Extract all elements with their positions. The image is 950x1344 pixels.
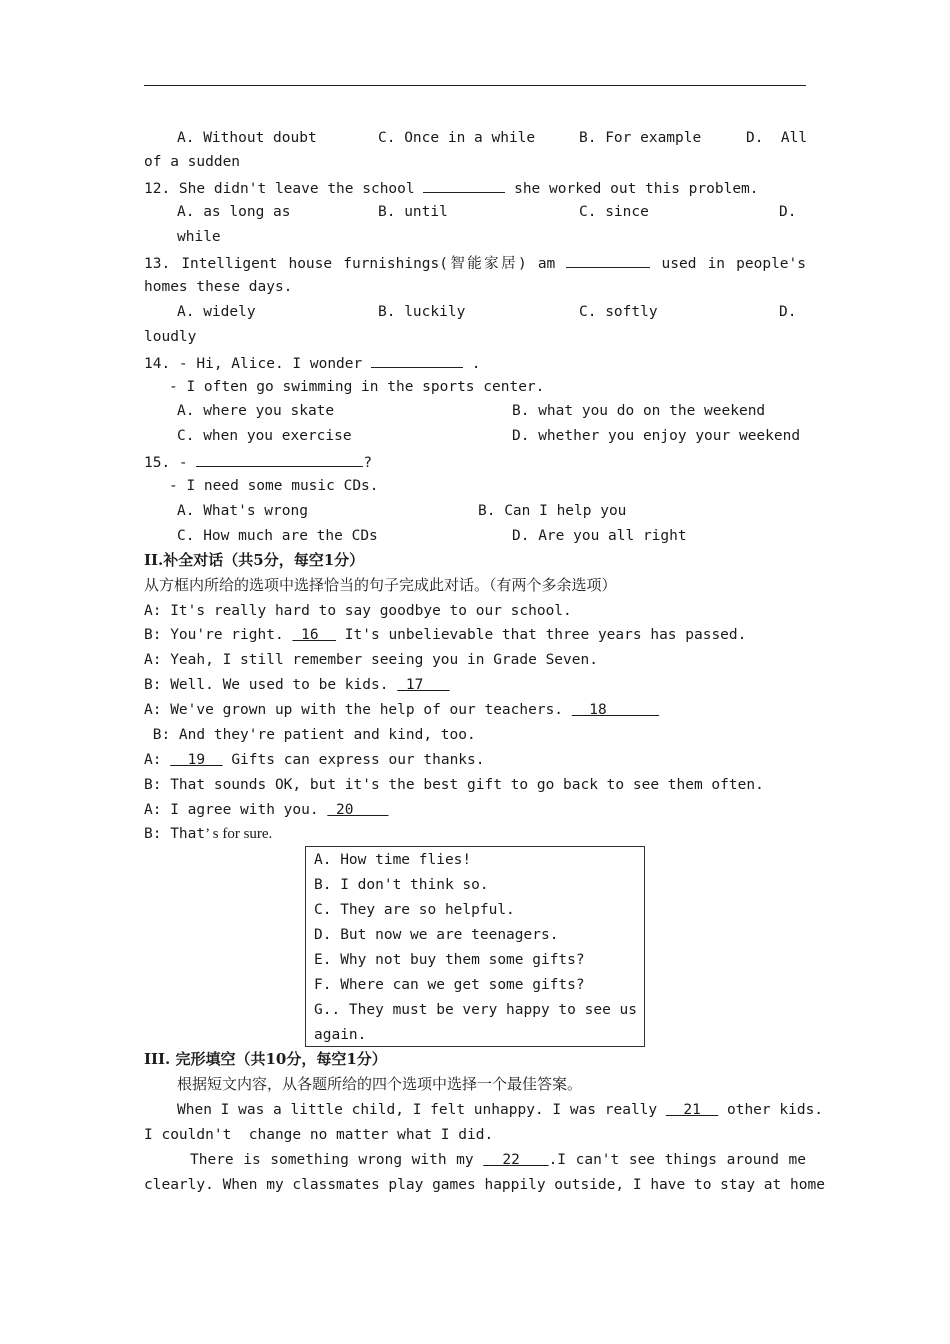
dialogue-line-4: B: Well. We used to be kids. 17	[144, 677, 450, 693]
q11-option-a: A. Without doubt	[177, 130, 317, 146]
section2-heading: II.补全对话（共5分，每空1分）	[144, 551, 365, 569]
q12-option-d: D.	[779, 204, 797, 220]
blank-16: 16	[292, 627, 337, 643]
q14-option-a: A. where you skate	[177, 403, 335, 419]
box-option-e: E. Why not buy them some gifts?	[314, 952, 585, 968]
q15-reply: - I need some music CDs.	[169, 478, 379, 494]
blank-19: 19	[170, 752, 223, 768]
q15-option-c: C. How much are the CDs	[177, 528, 378, 544]
blank-17: 17	[397, 677, 450, 693]
box-option-f: F. Where can we get some gifts?	[314, 977, 585, 993]
blank-22: 22	[483, 1152, 549, 1168]
passage-line-3: There is something wrong with my 22 .I can't see things around me	[190, 1152, 806, 1168]
box-option-g: G.. They must be very happy to see us	[314, 1002, 638, 1018]
dialogue-line-9: A: I agree with you. 20	[144, 802, 389, 818]
dialogue-line-1: A: It's really hard to say goodbye to our school.	[144, 603, 572, 619]
blank-18: 18	[571, 702, 660, 718]
q12-option-a: A. as long as	[177, 204, 291, 220]
q11-option-b: B. For example	[579, 130, 702, 146]
q15-stem: 15. - ?	[144, 451, 372, 473]
dialogue-line-2: B: You're right. 16 It's unbelievable that three years has passed.	[144, 627, 747, 643]
q12-blank	[423, 177, 505, 193]
q15-option-d: D. Are you all right	[512, 528, 687, 544]
q14-option-c: C. when you exercise	[177, 428, 352, 444]
q14-option-b: B. what you do on the weekend	[512, 403, 766, 419]
section3-instruction: 根据短文内容，从各题所给的四个选项中选择一个最佳答案。	[177, 1075, 583, 1093]
q11-option-d: D. All	[746, 130, 808, 146]
blank-21: 21	[665, 1102, 719, 1118]
q13-stem-cont: homes these days.	[144, 279, 293, 295]
q13-option-d-cont: loudly	[144, 329, 197, 345]
dialogue-line-7: A: 19 Gifts can express our thanks.	[144, 752, 485, 768]
q13-option-d: D.	[779, 304, 797, 320]
q11-option-d-cont: of a sudden	[144, 154, 241, 170]
q15-option-b: B. Can I help you	[478, 503, 627, 519]
q13-blank	[566, 252, 650, 268]
q12-option-c: C. since	[579, 204, 649, 220]
dialogue-line-3: A: Yeah, I still remember seeing you in Grade Seven.	[144, 652, 598, 668]
q15-option-a: A. What's wrong	[177, 503, 308, 519]
passage-line-1: When I was a little child, I felt unhappy. I was really 21 other kids.	[177, 1102, 824, 1118]
q14-reply: - I often go swimming in the sports center.	[169, 379, 545, 395]
q11-option-c: C. Once in a while	[378, 130, 536, 146]
q14-option-d: D. whether you enjoy your weekend	[512, 428, 801, 444]
section3-heading: III. 完形填空（共10分，每空1分）	[144, 1050, 387, 1068]
box-option-a: A. How time flies!	[314, 852, 472, 868]
header-rule	[144, 85, 806, 86]
dialogue-line-10: B: That’ s for sure.	[144, 826, 273, 842]
q12-option-d-cont: while	[177, 229, 221, 245]
options-box	[305, 846, 645, 1047]
dialogue-line-5: A: We've grown up with the help of our teachers. 18	[144, 702, 660, 718]
passage-line-2: I couldn't change no matter what I did.	[144, 1127, 494, 1143]
q12-option-b: B. until	[378, 204, 448, 220]
q13-stem: 13. Intelligent house furnishings(智能家居) am used in people's	[144, 252, 806, 274]
q13-option-b: B. luckily	[378, 304, 466, 320]
passage-line-4: clearly. When my classmates play games happily outside, I have to stay at home	[144, 1177, 825, 1193]
q14-stem: 14. - Hi, Alice. I wonder .	[144, 352, 480, 374]
section2-instruction: 从方框内所给的选项中选择恰当的句子完成此对话。（有两个多余选项）	[144, 576, 617, 594]
q13-option-a: A. widely	[177, 304, 256, 320]
q14-blank	[371, 352, 463, 368]
q15-blank	[196, 451, 363, 467]
dialogue-line-6: B: And they're patient and kind, too.	[144, 727, 476, 743]
dialogue-line-8: B: That sounds OK, but it's the best gift to go back to see them often.	[144, 777, 764, 793]
q13-option-c: C. softly	[579, 304, 658, 320]
blank-20: 20	[327, 802, 389, 818]
box-option-c: C. They are so helpful.	[314, 902, 515, 918]
box-option-g-cont: again.	[314, 1027, 367, 1043]
box-option-b: B. I don't think so.	[314, 877, 489, 893]
q12-stem: 12. She didn't leave the school she worked out this problem.	[144, 177, 759, 199]
box-option-d: D. But now we are teenagers.	[314, 927, 559, 943]
